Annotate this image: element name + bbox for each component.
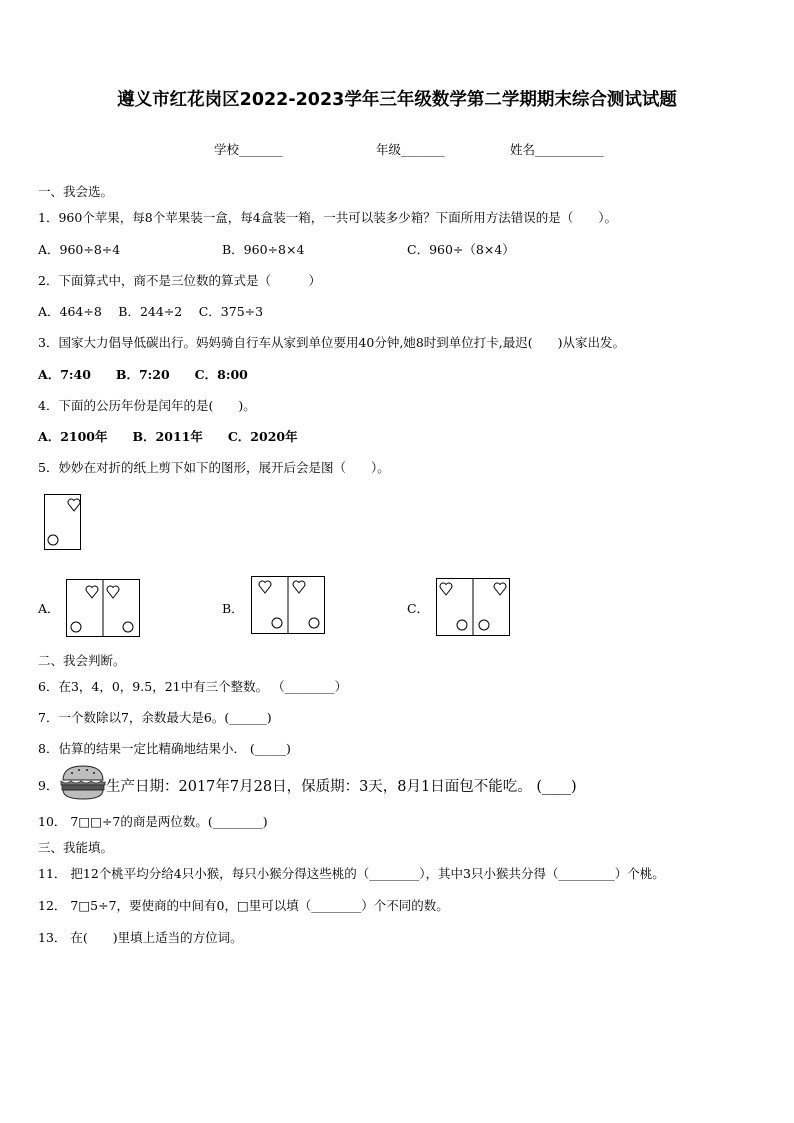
question-9-number: 9． (38, 778, 59, 793)
question-7: 7．一个数除以7，余数最大是6。(______) (38, 710, 272, 725)
q1-option-c: C．960÷（8×4） (407, 242, 515, 257)
heart-icon (86, 586, 98, 598)
question-6: 6．在3，4，0，9.5，21中有三个整数。 （________） (38, 679, 348, 694)
question-10: 10． 7□□÷7的商是两位数。(________) (38, 814, 268, 829)
section-3-heading: 三、我能填。 (38, 840, 114, 855)
question-3: 3．国家大力倡导低碳出行。妈妈骑自行车从家到单位要用40分钟,她8时到单位打卡,最迟( )从家出发。 (38, 335, 626, 350)
paper-rect (45, 495, 81, 550)
heart-icon (293, 581, 305, 593)
question-1: 1．960个苹果，每8个苹果装一盒，每4盒装一箱，一共可以装多少箱？下面所用方法错误的是（ ）。 (38, 210, 617, 225)
q5-label-a: A． (38, 601, 60, 616)
q5-label-b: B． (222, 601, 244, 616)
circle-icon (48, 535, 58, 545)
q4-options: A．2100年 B．2011年 C．2020年 (38, 429, 298, 444)
q5-label-c: C． (407, 601, 430, 616)
question-13: 13． 在( )里填上适当的方位词。 (38, 930, 243, 945)
exam-title: 遵义市红花岗区2022-2023学年三年级数学第二学期期末综合测试试题 (117, 90, 677, 110)
q1-option-b: B．960÷8×4 (222, 242, 305, 257)
q1-option-a: A．960÷8÷4 (38, 242, 121, 257)
name-field: 姓名___________ (510, 142, 604, 157)
circle-icon (272, 618, 282, 628)
circle-icon (123, 622, 133, 632)
question-8: 8．估算的结果一定比精确地结果小． (_____) (38, 741, 291, 756)
question-4: 4．下面的公历年份是闰年的是( )。 (38, 398, 256, 413)
heart-icon (259, 581, 271, 593)
heart-icon (494, 583, 506, 595)
circle-icon (71, 622, 81, 632)
q5-option-c-figure (436, 578, 512, 638)
question-11: 11． 把12个桃平均分给4只小猴，每只小猴分得这些桃的（________），其中3只小猴共分得（_________）个桃。 (38, 866, 665, 881)
section-2-heading: 二、我会判断。 (38, 653, 126, 668)
question-2: 2．下面算式中，商不是三位数的算式是（ ） (38, 273, 321, 288)
question-5: 5．妙妙在对折的纸上剪下如下的图形，展开后会是图（ ）。 (38, 460, 390, 475)
bread-icon (60, 764, 106, 802)
question-12: 12． 7□5÷7，要使商的中间有0，□里可以填（________）个不同的数。 (38, 898, 449, 913)
circle-icon (457, 620, 467, 630)
q5-option-a-figure (66, 579, 142, 639)
section-1-heading: 一、我会选。 (38, 184, 114, 199)
heart-icon (440, 583, 452, 595)
circle-icon (479, 620, 489, 630)
folded-paper-figure (44, 494, 84, 552)
school-field: 学校_______ (214, 142, 283, 157)
q5-option-b-figure (251, 576, 327, 636)
heart-icon (68, 499, 80, 511)
circle-icon (309, 618, 319, 628)
heart-icon (107, 586, 119, 598)
question-9: 生产日期：2017年7月28日，保质期：3天，8月1日面包不能吃。 (____) (106, 779, 577, 795)
q2-options: A．464÷8 B．244÷2 C．375÷3 (38, 304, 264, 319)
grade-field: 年级_______ (376, 142, 445, 157)
q3-options: A．7:40 B．7:20 C．8:00 (38, 367, 248, 382)
